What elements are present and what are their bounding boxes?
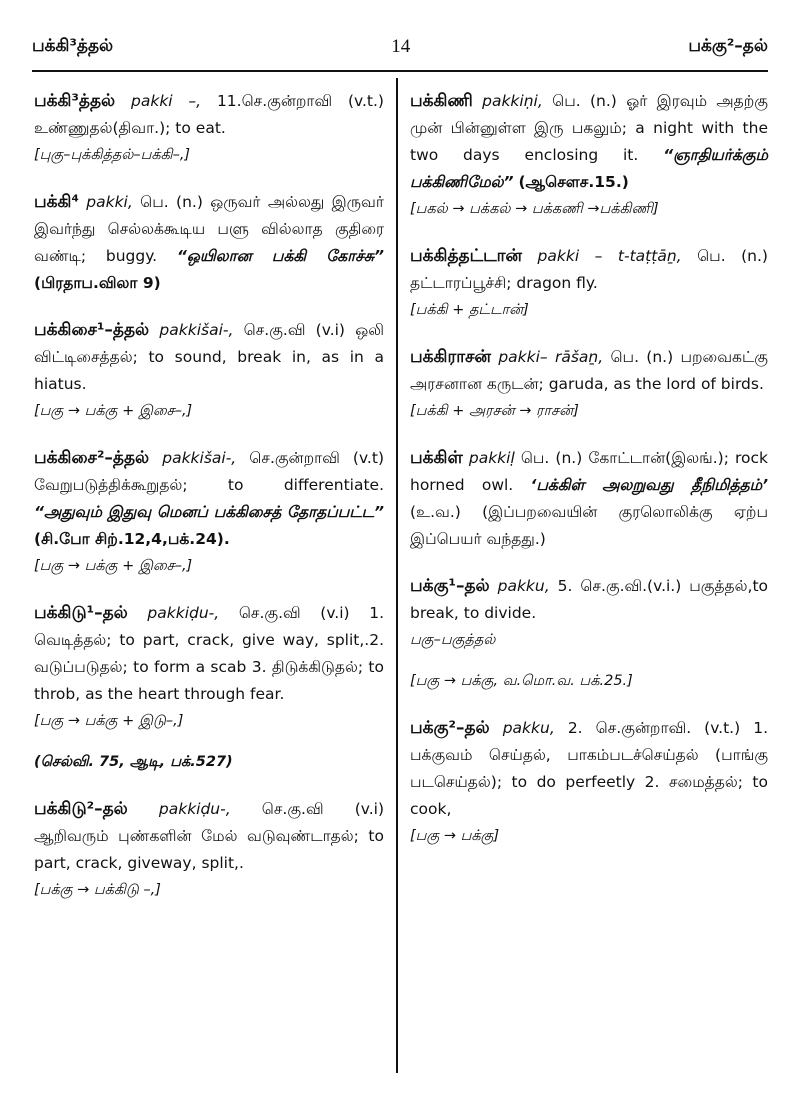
entry-headword: பக்கி⁴ [34,192,79,212]
entry-headword: பக்கிசை²–த்தல் [34,448,150,468]
entry-romanization: pakki – t-taṭṭāṉ, [537,247,682,265]
entry-etymology: [பக்கி + தட்டான்] [410,302,529,318]
entry-definition: ஓர் இரவும் அதற்கு முன் பின்னுள்ள இரு பகலும்; a night with the two days enclosing it. [410,92,768,164]
entry-pakkini [410,88,768,223]
entry-romanization: pakku, [502,719,555,737]
entry-grammar: பெ. (n.) [140,193,203,211]
page-number: 14 [391,36,411,57]
right-column [410,88,768,870]
entry-grammar: செ.குன்றாவி (v.t) [249,449,384,467]
entry-grammar: 11.செ.குன்றாவி (v.t.) [216,92,384,110]
entry-definition: பறவைகட்கு அரசனான கருடன்; garuda, as the lord of birds. [410,348,768,393]
entry-definition: பகுத்தல்,to break, to divide. [410,577,768,622]
entry-headword: பக்கி³த்தல் [34,91,116,111]
entry-definition: ஆறிவரும் புண்களின் மேல் வடுவுண்டாதல்; to part, crack, giveway, split,. [34,827,384,872]
entry-romanization: pakkiḍu-, [147,604,220,622]
entry-romanization: pakki– rāšaṉ, [498,348,604,366]
entry-definition: ஒலி விட்டிசைத்தல்; to sound, break in, as in a hiatus. [34,321,384,393]
entry-headword: பக்கிசை¹–த்தல் [34,320,150,340]
entry-quote: “அதுவும் இதுவு மெனப் பக்கிசைத் தோதப்பட்ட” [34,503,384,521]
entry-source: (பிரதாப.விலா 9) [34,274,161,292]
entry-pakkil [410,445,768,553]
entry-headword: பக்கித்தட்டான் [410,246,523,266]
page-header [32,30,768,72]
entry-romanization: pakkišai-, [159,321,234,339]
entry-grammar: செ.கு.வி (v.i) [243,321,345,339]
entry-definition: 1. வெடித்தல்; to part, crack, give way, split,.2. வடுப்படுதல்; to form a scab 3. திடுக்கிடுதல்; to throb, as the heart through fear. [34,604,385,703]
entry-pakku1 [410,573,768,695]
entry-etymology: [பக்கு → பக்கிடு –,] [34,882,161,898]
entry-romanization: pakkišai-, [162,449,237,467]
entry-grammar: பெ. (n.) [520,449,583,467]
entry-definition: வேறுபடுத்திக்கூறுதல்; to differentiate. [34,476,384,494]
entry-definition: தட்டாரப்பூச்சி; dragon fly. [410,274,598,292]
entry-headword: பக்கு¹–தல் [410,576,490,596]
entry-pakki3 [34,88,384,169]
entry-etymology: [புகு–புக்கித்தல்–பக்கி–,] [34,147,191,163]
left-column [34,88,384,924]
entry-headword: பக்கிள் [410,448,463,468]
entry-quote: “ஒயிலான பக்கி கோச்சு” [176,247,384,265]
entry-source: (ஆசௌச.15.) [518,173,629,191]
entry-pakkisai2 [34,445,384,580]
entry-grammar: செ.கு.வி (v.i) [261,800,384,818]
entry-etymology: பகு–பகுத்தல் [410,632,496,648]
entry-pakkidu1 [34,600,384,776]
entry-grammar: செ.கு.வி (v.i) [238,604,350,622]
header-left-headword: பக்கி³த்தல் [32,36,114,56]
entry-etymology-source: (செல்வி. 75, ஆடி, பக்.527) [34,754,233,770]
entry-etymology-reference: [பகு → பக்கு, வ.மொ.வ. பக்.25.] [410,673,633,689]
header-right-headword: பக்கு²–தல் [688,36,768,56]
entry-romanization: pakkiṇi, [482,92,543,110]
entry-quote: ‘பக்கிள் அலறுவது தீநிமித்தம்’ [530,476,768,494]
entry-romanization: pakku, [497,577,550,595]
entry-pakki4 [34,189,384,297]
entry-etymology: [பகு → பக்கு + இடு–,] [34,713,184,729]
entry-etymology: [பக்கி + அரசன் → ராசன்] [410,403,579,419]
entry-definition-note: (உ.வ.) (இப்பறவையின் குரலொலிக்கு ஏற்ப இப்பெயர் வந்தது.) [410,503,768,548]
entry-grammar: பெ. (n.) [552,92,617,110]
entry-etymology: [பகல் → பக்கல் → பக்கணி →பக்கிணி] [410,201,659,217]
entry-romanization: pakki –, [131,92,202,110]
entry-pakkidu2 [34,796,384,904]
entry-source: (சி.போ சிற்.12,4,பக்.24). [34,530,230,548]
entry-etymology: [பகு → பக்கு + இசை–,] [34,558,193,574]
entry-romanization: pakkiḍu-, [158,800,231,818]
entry-grammar: பெ. (n.) [697,247,768,265]
entry-grammar: 5. செ.கு.வி.(v.i.) [557,577,682,595]
entry-definition: 1. பக்குவம் செய்தல், பாகம்படச்செய்தல் (பாங்கு படசெய்தல்); to do perfeetly 2. சமைத்தல்; to cook, [410,719,769,818]
entry-headword: பக்கிடு¹–தல் [34,603,128,623]
entry-grammar: பெ. (n.) [610,348,674,366]
entry-pakkittattan [410,243,768,324]
column-divider [396,78,398,1073]
entry-etymology: [பகு → பக்கு + இசை–,] [34,403,193,419]
entry-definition: கோட்டான்(இலங்.); rock horned owl. [410,449,768,494]
entry-definition: ஒருவர் அல்லது இருவர் இவர்ந்து செல்லக்கூடிய பளு வில்லாத குதிரை வண்டி; buggy. [34,193,384,265]
entry-pakkisai1 [34,317,384,425]
entry-headword: பக்கு²–தல் [410,718,490,738]
entry-headword: பக்கிடு²–தல் [34,799,128,819]
entry-headword: பக்கிணி [410,91,473,111]
entry-etymology: [பகு → பக்கு] [410,828,500,844]
entry-pakkirasan [410,344,768,425]
entry-quote: “ஞாதியர்க்கும் பக்கிணிமேல்” [410,146,768,191]
entry-headword: பக்கிராசன் [410,347,492,367]
entry-romanization: pakkiḷ [468,449,515,467]
entry-romanization: pakki, [86,193,133,211]
entry-definition: உண்ணுதல்(திவா.); to eat. [34,119,226,137]
entry-pakku2 [410,715,768,850]
entry-grammar: 2. செ.குன்றாவி. (v.t.) [567,719,741,737]
